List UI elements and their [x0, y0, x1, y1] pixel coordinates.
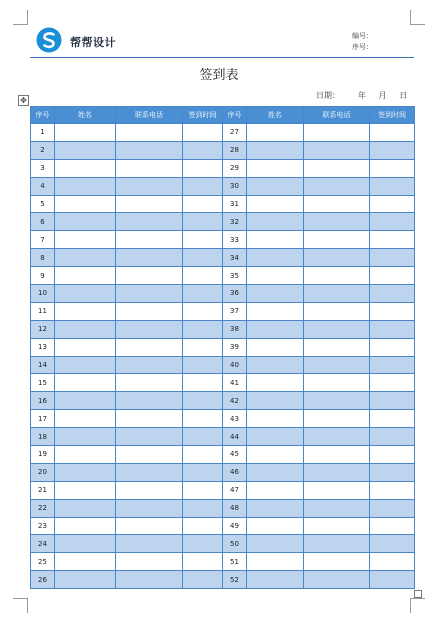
- table-cell[interactable]: [247, 213, 304, 231]
- table-cell[interactable]: [304, 463, 370, 481]
- row-number: 44: [223, 428, 247, 446]
- row-number: 21: [31, 481, 55, 499]
- date-day-label: 日: [399, 91, 408, 100]
- row-number: 34: [223, 249, 247, 267]
- row-number: 2: [31, 141, 55, 159]
- table-cell[interactable]: [370, 285, 415, 303]
- table-cell[interactable]: [304, 320, 370, 338]
- row-number: 10: [31, 285, 55, 303]
- brand-name: 帮帮设计: [70, 36, 116, 49]
- table-cell[interactable]: [370, 535, 415, 553]
- table-cell[interactable]: [304, 553, 370, 571]
- table-cell[interactable]: [370, 249, 415, 267]
- table-cell[interactable]: [183, 499, 223, 517]
- table-cell[interactable]: [183, 124, 223, 142]
- table-cell[interactable]: [370, 410, 415, 428]
- column-header: 签到时间: [183, 107, 223, 124]
- table-cell[interactable]: [370, 446, 415, 464]
- table-row: [31, 446, 415, 464]
- table-cell[interactable]: [183, 141, 223, 159]
- table-cell[interactable]: [55, 356, 116, 374]
- table-row: [31, 410, 415, 428]
- row-number: 13: [31, 338, 55, 356]
- table-cell[interactable]: [183, 338, 223, 356]
- table-cell[interactable]: [55, 177, 116, 195]
- table-cell[interactable]: [183, 249, 223, 267]
- row-number: 12: [31, 320, 55, 338]
- row-number: 7: [31, 231, 55, 249]
- move-arrows-icon[interactable]: ✥: [18, 95, 29, 106]
- row-number: 29: [223, 159, 247, 177]
- table-cell[interactable]: [183, 428, 223, 446]
- date-month-label: 月: [378, 91, 387, 100]
- table-cell[interactable]: [370, 392, 415, 410]
- table-cell[interactable]: [183, 320, 223, 338]
- table-cell[interactable]: [370, 517, 415, 535]
- table-row: [31, 428, 415, 446]
- table-cell[interactable]: [247, 338, 304, 356]
- table-cell[interactable]: [304, 267, 370, 285]
- table-cell[interactable]: [370, 481, 415, 499]
- table-cell[interactable]: [247, 517, 304, 535]
- table-row: [31, 499, 415, 517]
- table-cell[interactable]: [55, 392, 116, 410]
- row-number: 38: [223, 320, 247, 338]
- table-cell[interactable]: [370, 374, 415, 392]
- table-cell[interactable]: [247, 392, 304, 410]
- table-cell[interactable]: [183, 410, 223, 428]
- row-number: 20: [31, 463, 55, 481]
- table-cell[interactable]: [247, 159, 304, 177]
- table-cell[interactable]: [116, 320, 183, 338]
- table-cell[interactable]: [247, 410, 304, 428]
- row-number: 18: [31, 428, 55, 446]
- table-cell[interactable]: [116, 159, 183, 177]
- row-number: 40: [223, 356, 247, 374]
- table-cell[interactable]: [370, 571, 415, 589]
- table-cell[interactable]: [116, 285, 183, 303]
- table-row: [31, 320, 415, 338]
- table-cell[interactable]: [116, 553, 183, 571]
- table-cell[interactable]: [55, 535, 116, 553]
- column-header: 姓名: [247, 107, 304, 124]
- table-cell[interactable]: [304, 392, 370, 410]
- table-cell[interactable]: [116, 571, 183, 589]
- table-cell[interactable]: [247, 356, 304, 374]
- table-cell[interactable]: [304, 338, 370, 356]
- crop-mark-bottom-right: [410, 598, 425, 613]
- table-cell[interactable]: [116, 177, 183, 195]
- table-row: [31, 571, 415, 589]
- table-cell[interactable]: [116, 338, 183, 356]
- table-cell[interactable]: [55, 410, 116, 428]
- row-number: 19: [31, 446, 55, 464]
- table-cell[interactable]: [55, 428, 116, 446]
- table-cell[interactable]: [55, 141, 116, 159]
- table-cell[interactable]: [183, 553, 223, 571]
- table-cell[interactable]: [55, 195, 116, 213]
- row-number: 30: [223, 177, 247, 195]
- table-cell[interactable]: [183, 231, 223, 249]
- table-cell[interactable]: [55, 553, 116, 571]
- table-cell[interactable]: [183, 213, 223, 231]
- table-cell[interactable]: [116, 231, 183, 249]
- table-cell[interactable]: [304, 159, 370, 177]
- table-cell[interactable]: [55, 249, 116, 267]
- table-cell[interactable]: [370, 338, 415, 356]
- table-cell[interactable]: [304, 141, 370, 159]
- row-number: 25: [31, 553, 55, 571]
- crop-mark-top-left: [13, 10, 28, 25]
- table-cell[interactable]: [370, 302, 415, 320]
- table-cell[interactable]: [183, 481, 223, 499]
- table-cell[interactable]: [304, 302, 370, 320]
- table-cell[interactable]: [183, 535, 223, 553]
- table-cell[interactable]: [183, 356, 223, 374]
- table-cell[interactable]: [116, 428, 183, 446]
- table-row: [31, 213, 415, 231]
- row-number: 28: [223, 141, 247, 159]
- row-number: 15: [31, 374, 55, 392]
- table-cell[interactable]: [247, 374, 304, 392]
- row-number: 3: [31, 159, 55, 177]
- table-cell[interactable]: [370, 195, 415, 213]
- table-header-row: [31, 107, 415, 124]
- table-cell[interactable]: [370, 159, 415, 177]
- table-cell[interactable]: [55, 320, 116, 338]
- table-cell[interactable]: [183, 446, 223, 464]
- table-cell[interactable]: [370, 428, 415, 446]
- table-cell[interactable]: [55, 571, 116, 589]
- table-cell[interactable]: [116, 356, 183, 374]
- table-row: [31, 535, 415, 553]
- row-number: 42: [223, 392, 247, 410]
- table-cell[interactable]: [304, 124, 370, 142]
- table-cell[interactable]: [370, 177, 415, 195]
- table-cell[interactable]: [116, 481, 183, 499]
- table-cell[interactable]: [55, 267, 116, 285]
- row-number: 17: [31, 410, 55, 428]
- row-number: 33: [223, 231, 247, 249]
- table-cell[interactable]: [370, 463, 415, 481]
- row-number: 4: [31, 177, 55, 195]
- column-header: 姓名: [55, 107, 116, 124]
- table-row: [31, 285, 415, 303]
- table-cell[interactable]: [116, 302, 183, 320]
- table-cell[interactable]: [183, 571, 223, 589]
- table-cell[interactable]: [183, 463, 223, 481]
- table-cell[interactable]: [116, 213, 183, 231]
- column-header: 序号: [31, 107, 55, 124]
- table-cell[interactable]: [304, 249, 370, 267]
- table-cell[interactable]: [247, 320, 304, 338]
- row-number: 35: [223, 267, 247, 285]
- table-cell[interactable]: [304, 428, 370, 446]
- column-header: 联系电话: [116, 107, 183, 124]
- row-number: 41: [223, 374, 247, 392]
- date-label: 日期：: [316, 91, 340, 100]
- table-cell[interactable]: [116, 124, 183, 142]
- table-cell[interactable]: [304, 356, 370, 374]
- table-cell[interactable]: [183, 177, 223, 195]
- date-year-label: 年: [357, 91, 366, 100]
- table-resize-handle[interactable]: [414, 590, 422, 598]
- table-cell[interactable]: [370, 213, 415, 231]
- table-row: [31, 517, 415, 535]
- date-row: [316, 90, 407, 101]
- table-cell[interactable]: [247, 463, 304, 481]
- table-cell[interactable]: [116, 392, 183, 410]
- row-number: 32: [223, 213, 247, 231]
- row-number: 31: [223, 195, 247, 213]
- table-row: [31, 267, 415, 285]
- table-cell[interactable]: [183, 517, 223, 535]
- table-cell[interactable]: [247, 446, 304, 464]
- table-cell[interactable]: [370, 141, 415, 159]
- table-cell[interactable]: [370, 320, 415, 338]
- row-number: 37: [223, 302, 247, 320]
- row-number: 6: [31, 213, 55, 231]
- table-cell[interactable]: [370, 124, 415, 142]
- table-cell[interactable]: [247, 535, 304, 553]
- row-number: 9: [31, 267, 55, 285]
- table-cell[interactable]: [247, 124, 304, 142]
- table-cell[interactable]: [304, 231, 370, 249]
- column-header: 签到时间: [370, 107, 415, 124]
- table-cell[interactable]: [247, 195, 304, 213]
- table-cell[interactable]: [116, 374, 183, 392]
- row-number: 39: [223, 338, 247, 356]
- table-cell[interactable]: [370, 356, 415, 374]
- table-cell[interactable]: [55, 338, 116, 356]
- row-number: 23: [31, 517, 55, 535]
- table-cell[interactable]: [370, 553, 415, 571]
- table-cell[interactable]: [116, 517, 183, 535]
- table-cell[interactable]: [183, 302, 223, 320]
- row-number: 24: [31, 535, 55, 553]
- row-number: 48: [223, 499, 247, 517]
- table-cell[interactable]: [55, 463, 116, 481]
- column-header: 序号: [223, 107, 247, 124]
- table-cell[interactable]: [116, 535, 183, 553]
- table-cell[interactable]: [183, 267, 223, 285]
- table-row: [31, 159, 415, 177]
- row-number: 46: [223, 463, 247, 481]
- table-cell[interactable]: [55, 302, 116, 320]
- table-cell[interactable]: [55, 159, 116, 177]
- serial-number-label: 编号：: [352, 32, 373, 40]
- table-cell[interactable]: [304, 446, 370, 464]
- row-number: 1: [31, 124, 55, 142]
- crop-mark-bottom-left: [13, 598, 28, 613]
- table-row: [31, 141, 415, 159]
- table-cell[interactable]: [247, 428, 304, 446]
- table-row: [31, 195, 415, 213]
- table-cell[interactable]: [304, 195, 370, 213]
- table-cell[interactable]: [247, 499, 304, 517]
- table-cell[interactable]: [55, 517, 116, 535]
- table-cell[interactable]: [247, 553, 304, 571]
- table-row: [31, 302, 415, 320]
- row-number: 52: [223, 571, 247, 589]
- table-row: [31, 374, 415, 392]
- table-cell[interactable]: [116, 249, 183, 267]
- row-number: 8: [31, 249, 55, 267]
- table-cell[interactable]: [247, 267, 304, 285]
- table-cell[interactable]: [247, 481, 304, 499]
- sequence-number-label: 序号：: [352, 43, 373, 51]
- table-row: [31, 249, 415, 267]
- row-number: 51: [223, 553, 247, 571]
- row-number: 49: [223, 517, 247, 535]
- table-cell[interactable]: [55, 285, 116, 303]
- row-number: 47: [223, 481, 247, 499]
- table-cell[interactable]: [304, 535, 370, 553]
- table-cell[interactable]: [247, 141, 304, 159]
- sign-in-table: [30, 106, 415, 589]
- table-cell[interactable]: [116, 410, 183, 428]
- s-logo-icon: [36, 27, 62, 53]
- table-cell[interactable]: [370, 499, 415, 517]
- table-cell[interactable]: [304, 571, 370, 589]
- table-row: [31, 124, 415, 142]
- table-cell[interactable]: [116, 446, 183, 464]
- table-row: [31, 177, 415, 195]
- table-cell[interactable]: [247, 231, 304, 249]
- table-cell[interactable]: [183, 195, 223, 213]
- row-number: 27: [223, 124, 247, 142]
- table-row: [31, 231, 415, 249]
- table-cell[interactable]: [183, 374, 223, 392]
- table-row: [31, 338, 415, 356]
- table-cell[interactable]: [304, 517, 370, 535]
- table-cell[interactable]: [304, 285, 370, 303]
- table-cell[interactable]: [247, 177, 304, 195]
- row-number: 26: [31, 571, 55, 589]
- table-cell[interactable]: [116, 195, 183, 213]
- crop-mark-top-right: [410, 10, 425, 25]
- table-cell[interactable]: [304, 481, 370, 499]
- table-cell[interactable]: [370, 267, 415, 285]
- table-cell[interactable]: [304, 213, 370, 231]
- row-number: 22: [31, 499, 55, 517]
- table-cell[interactable]: [55, 481, 116, 499]
- table-cell[interactable]: [183, 159, 223, 177]
- table-cell[interactable]: [116, 141, 183, 159]
- table-cell[interactable]: [370, 231, 415, 249]
- table-cell[interactable]: [55, 446, 116, 464]
- table-cell[interactable]: [304, 499, 370, 517]
- table-row: [31, 463, 415, 481]
- table-row: [31, 392, 415, 410]
- row-number: 45: [223, 446, 247, 464]
- table-cell[interactable]: [183, 285, 223, 303]
- document-title: 签到表: [199, 68, 239, 83]
- table-cell[interactable]: [55, 231, 116, 249]
- table-cell[interactable]: [55, 213, 116, 231]
- table-cell[interactable]: [247, 571, 304, 589]
- table-cell[interactable]: [183, 392, 223, 410]
- row-number: 50: [223, 535, 247, 553]
- table-cell[interactable]: [55, 124, 116, 142]
- table-row: [31, 481, 415, 499]
- table-cell[interactable]: [304, 177, 370, 195]
- table-cell[interactable]: [304, 410, 370, 428]
- table-cell[interactable]: [247, 285, 304, 303]
- table-cell[interactable]: [116, 499, 183, 517]
- row-number: 5: [31, 195, 55, 213]
- table-cell[interactable]: [304, 374, 370, 392]
- table-cell[interactable]: [247, 302, 304, 320]
- table-cell[interactable]: [116, 267, 183, 285]
- table-row: [31, 553, 415, 571]
- table-cell[interactable]: [116, 463, 183, 481]
- column-header: 联系电话: [304, 107, 370, 124]
- row-number: 36: [223, 285, 247, 303]
- row-number: 11: [31, 302, 55, 320]
- table-row: [31, 356, 415, 374]
- row-number: 43: [223, 410, 247, 428]
- table-cell[interactable]: [55, 499, 116, 517]
- table-cell[interactable]: [55, 374, 116, 392]
- row-number: 14: [31, 356, 55, 374]
- row-number: 16: [31, 392, 55, 410]
- header-divider: [30, 57, 414, 58]
- table-cell[interactable]: [247, 249, 304, 267]
